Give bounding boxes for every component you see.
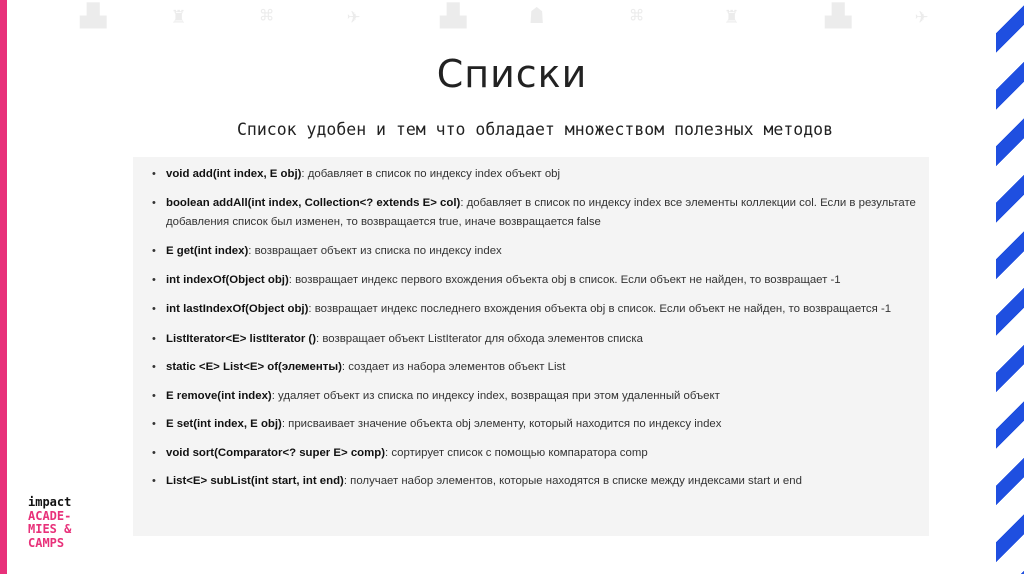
method-signature: static <E> List<E> of(элементы) [166, 361, 342, 373]
method-signature: int indexOf(Object obj) [166, 273, 289, 286]
bullet-icon: • [152, 418, 156, 430]
method-item [133, 300, 929, 319]
method-item [133, 165, 929, 184]
logo-line-camps: CAMPS [28, 535, 65, 550]
rocket-doodle-icon: ♜ [725, 4, 739, 29]
bullet-icon: • [152, 303, 156, 315]
logo-line-mies: MIES & [28, 522, 72, 536]
robot-doodle-icon: ⌘ [260, 4, 274, 29]
method-item [133, 330, 929, 349]
bullet-icon: • [152, 361, 156, 373]
method-description: : добавляет в список по индексу index все элементы коллекции col. Если в результате добавления список был изменен, то возвращается true, иначе возвращается false [166, 196, 916, 228]
bullet-icon: • [152, 332, 156, 345]
method-description: : возвращает объект из списка по индексу index [248, 245, 502, 257]
logo-line-impact: impact [28, 495, 72, 509]
decorative-doodles [60, 6, 960, 46]
spaceship-doodle-icon: ☗ [530, 4, 544, 29]
method-description: : возвращает индекс первого вхождения объекта obj в список. Если объект не найден, то возвращает -1 [288, 273, 841, 286]
method-item [133, 358, 929, 377]
slide-title: Списки [436, 52, 588, 96]
robot-doodle-icon: ▟▙ [825, 4, 852, 29]
bullet-icon: • [152, 273, 156, 286]
method-item [133, 271, 929, 290]
slide-subtitle: Список удобен и тем что обладает множеством полезных методов [236, 120, 834, 139]
method-item [133, 444, 929, 463]
method-signature: E set(int index, E obj) [166, 418, 282, 430]
bullet-icon: • [152, 475, 156, 487]
method-signature: void add(int index, E obj) [166, 168, 302, 180]
bullet-icon: • [152, 245, 156, 257]
rocket-doodle-icon: ♜ [172, 4, 186, 29]
spaceship-doodle-icon: ✈ [915, 4, 929, 29]
method-signature: void sort(Comparator<? super E> comp) [166, 446, 385, 459]
bullet-icon: • [152, 196, 156, 209]
method-description: : присваивает значение объекта obj элементу, который находится по индексу index [281, 418, 722, 430]
methods-panel [133, 157, 929, 536]
robot-doodle-icon: ▟▙ [80, 4, 107, 29]
robot-doodle-icon: ⌘ [630, 4, 644, 29]
method-description: : сортирует список с помощью компаратора comp [385, 446, 648, 459]
method-description: : получает набор элементов, которые находятся в списке между индексами start и end [343, 475, 802, 487]
methods-list [133, 165, 929, 491]
method-description: : возвращает объект ListIterator для обхода элементов списка [316, 332, 643, 345]
method-description: : создает из набора элементов объект List [341, 361, 566, 373]
method-item [133, 194, 929, 232]
bullet-icon: • [152, 389, 156, 402]
method-item [133, 242, 929, 261]
method-item [133, 387, 929, 406]
method-signature: int lastIndexOf(Object obj) [166, 303, 309, 315]
method-description: : добавляет в список по индексу index объект obj [301, 168, 561, 180]
impact-logo [28, 496, 98, 550]
method-signature: boolean addAll(int index, Collection<? extends E> col) [166, 196, 461, 209]
method-signature: E remove(int index) [166, 389, 272, 402]
logo-line-academies: ACADE- [28, 508, 72, 523]
method-description: : возвращает индекс последнего вхождения объекта obj в список. Если объект не найден, то возвращается -1 [308, 303, 892, 315]
bullet-icon: • [152, 446, 156, 459]
method-signature: List<E> subList(int start, int end) [166, 475, 344, 487]
method-item [133, 415, 929, 434]
spaceship-doodle-icon: ✈ [347, 4, 361, 29]
bullet-icon: • [152, 168, 156, 180]
method-signature: ListIterator<E> listIterator () [166, 332, 317, 345]
method-signature: E get(int index) [166, 245, 249, 257]
method-item [133, 472, 929, 491]
robot-doodle-icon: ▟▙ [440, 4, 467, 29]
method-description: : удаляет объект из списка по индексу index, возвращая при этом удаленный объект [271, 389, 720, 402]
